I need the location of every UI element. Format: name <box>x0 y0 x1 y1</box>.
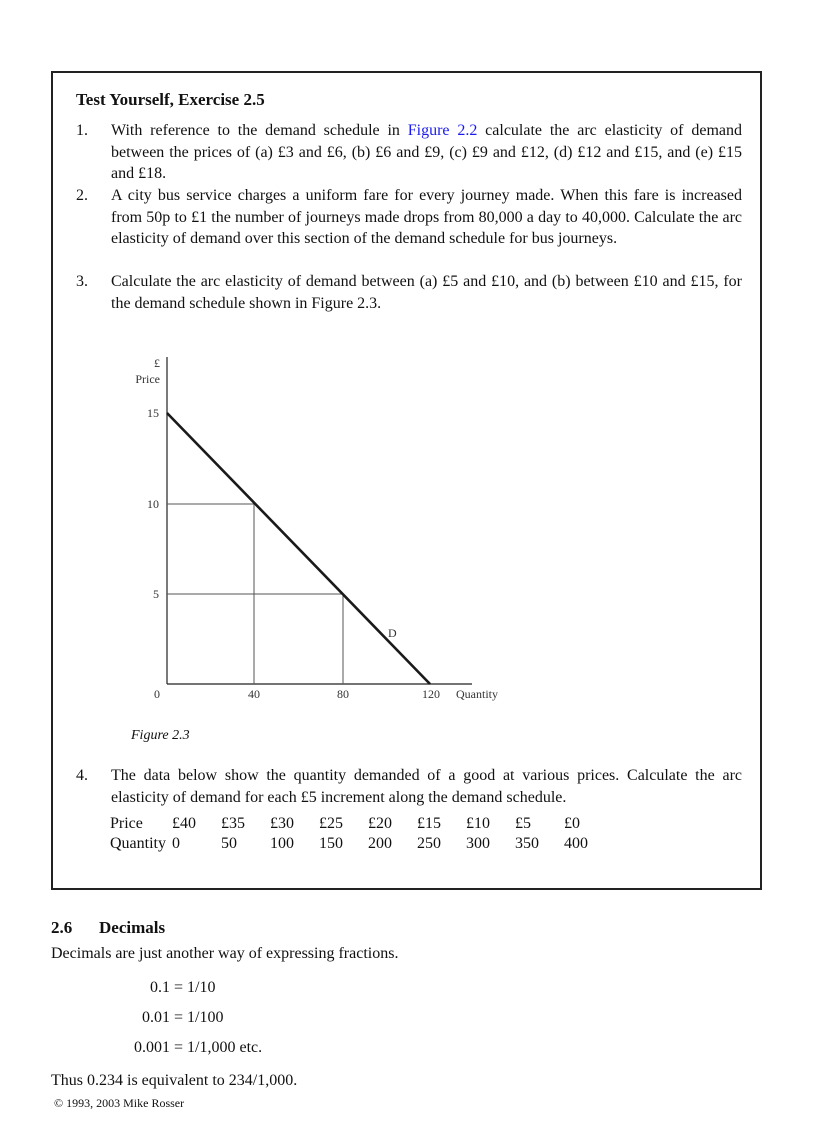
demand-schedule-table <box>110 815 588 855</box>
quantity-cell: 50 <box>221 835 237 852</box>
price-cell: £40 <box>172 815 196 832</box>
y-axis-label: Price <box>135 372 160 386</box>
section-title: Decimals <box>99 918 166 937</box>
y-tick-5: 5 <box>153 587 159 601</box>
price-cell: £15 <box>417 815 441 832</box>
x-tick-120: 120 <box>422 687 440 701</box>
section-conclusion: Thus 0.234 is equivalent to 234/1,000. <box>51 1072 298 1089</box>
item-text-pre: With reference to the demand schedule in <box>111 122 408 139</box>
item-number: 4. <box>76 767 88 784</box>
price-cell: £30 <box>270 815 294 832</box>
item-text-post: calculate the arc elasticity of demand between the prices of (a) £3 and £6, (b) £6 and £9, (c) £9 and £12, (d) £12 and £15, and (e) £15 and £18. <box>111 122 742 182</box>
section-number: 2.6 <box>51 918 73 937</box>
quantity-cell: 200 <box>368 835 392 852</box>
equation-3-rhs: = 1/1,000 etc. <box>174 1039 263 1056</box>
equation-1 <box>0 979 170 997</box>
y-axis-unit: £ <box>154 356 160 370</box>
y-tick-10: 10 <box>147 497 159 511</box>
quantity-cell: 100 <box>270 835 294 852</box>
price-cell: £25 <box>319 815 343 832</box>
section-intro: Decimals are just another way of expressing fractions. <box>51 945 399 962</box>
equation-2-rhs: = 1/100 <box>174 1009 224 1026</box>
x-tick-0: 0 <box>154 687 160 701</box>
price-cell: £20 <box>368 815 392 832</box>
demand-curve <box>167 413 430 684</box>
exercise-title: Test Yourself, Exercise 2.5 <box>76 90 265 109</box>
table-row-quantity <box>110 835 588 855</box>
x-tick-80: 80 <box>337 687 349 701</box>
table-row-price <box>110 815 588 835</box>
quantity-cell: 150 <box>319 835 343 852</box>
price-cell: £35 <box>221 815 245 832</box>
price-cell: £0 <box>564 815 580 832</box>
quantity-cell: 250 <box>417 835 441 852</box>
row-label: Quantity <box>110 835 166 852</box>
equation-lhs: 0.1 <box>150 979 170 996</box>
section-heading <box>51 918 165 938</box>
quantity-cell: 350 <box>515 835 539 852</box>
item-text: The data below show the quantity demanded of a good at various prices. Calculate the arc elasticity of demand for each £5 increment along the demand schedule. <box>111 767 742 806</box>
exercise-item-4 <box>76 765 742 808</box>
x-tick-40: 40 <box>248 687 260 701</box>
figure-2-2-link[interactable]: Figure 2.2 <box>407 122 478 139</box>
price-cell: £10 <box>466 815 490 832</box>
item-text: Calculate the arc elasticity of demand between (a) £5 and £10, and (b) between £10 and £15, for the demand schedule shown in Figure 2.3. <box>111 273 742 312</box>
figure-caption: Figure 2.3 <box>131 728 190 743</box>
item-number: 3. <box>76 273 88 290</box>
row-label: Price <box>110 815 143 832</box>
item-number: 2. <box>76 187 88 204</box>
equation-2 <box>0 1009 170 1027</box>
equation-1-rhs: = 1/10 <box>174 979 216 996</box>
x-axis-label: Quantity <box>456 687 498 701</box>
quantity-cell: 0 <box>172 835 180 852</box>
quantity-cell: 300 <box>466 835 490 852</box>
equation-3 <box>0 1039 170 1057</box>
copyright-footer: © 1993, 2003 Mike Rosser <box>54 1096 185 1110</box>
demand-curve-label: D <box>388 626 397 640</box>
item-text: A city bus service charges a uniform fare for every journey made. When this fare is increased from 50p to £1 the number of journeys made drops from 80,000 a day to 40,000. Calculate the arc elasticity of demand over this section of the demand schedule for bus journeys. <box>111 187 742 247</box>
equation-lhs: 0.01 <box>142 1009 170 1026</box>
quantity-cell: 400 <box>564 835 588 852</box>
price-cell: £5 <box>515 815 531 832</box>
item-number: 1. <box>76 122 88 139</box>
equation-lhs: 0.001 <box>134 1039 170 1056</box>
y-tick-15: 15 <box>147 406 159 420</box>
